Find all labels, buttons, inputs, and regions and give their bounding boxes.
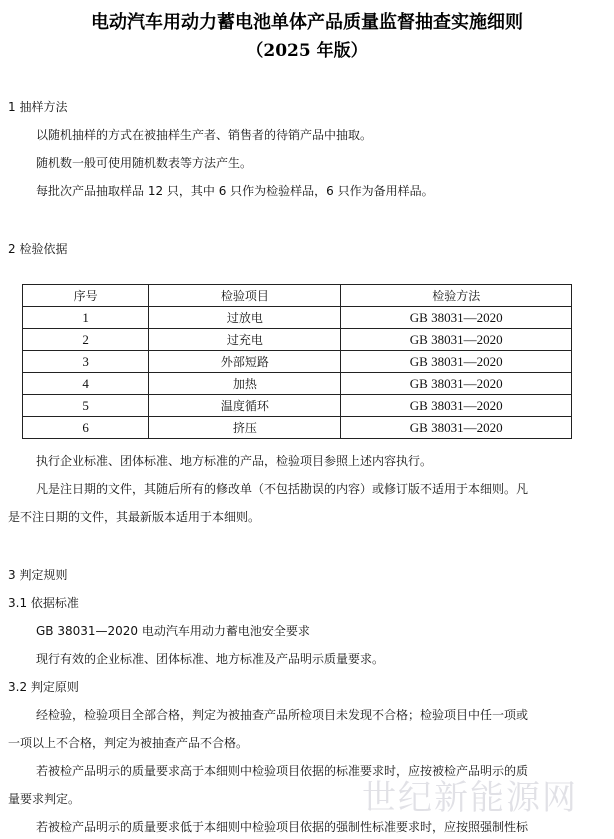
table-header-cell: 检验方法 bbox=[341, 285, 572, 307]
table-row bbox=[23, 307, 572, 329]
paragraph: 执行企业标准、团体标准、地方标准的产品，检验项目参照上述内容执行。 bbox=[36, 454, 433, 468]
paragraph: 若被检产品明示的质量要求高于本细则中检验项目依据的标准要求时，应按被检产品明示的质 bbox=[36, 764, 529, 778]
paragraph: 现行有效的企业标准、团体标准、地方标准及产品明示质量要求。 bbox=[36, 652, 385, 666]
table-cell: GB 38031—2020 bbox=[341, 351, 572, 373]
table-cell: 3 bbox=[23, 351, 149, 373]
paragraph: 以随机抽样的方式在被抽样生产者、销售者的待销产品中抽取。 bbox=[36, 128, 373, 142]
table-row bbox=[23, 373, 572, 395]
table-cell: 过充电 bbox=[149, 329, 341, 351]
document-title: 电动汽车用动力蓄电池单体产品质量监督抽查实施细则 bbox=[91, 12, 523, 33]
watermark: 世纪新能源网 bbox=[362, 778, 578, 818]
table-cell: 6 bbox=[23, 417, 149, 439]
table-cell: 4 bbox=[23, 373, 149, 395]
subsection-3-1-heading: 3.1 依据标准 bbox=[8, 596, 79, 610]
table-cell: 2 bbox=[23, 329, 149, 351]
table-cell: 5 bbox=[23, 395, 149, 417]
table-cell: 温度循环 bbox=[149, 395, 341, 417]
table-cell: 1 bbox=[23, 307, 149, 329]
section-3-heading: 3 判定规则 bbox=[8, 568, 68, 582]
table-cell: GB 38031—2020 bbox=[341, 307, 572, 329]
table-row bbox=[23, 417, 572, 439]
table-header-cell: 序号 bbox=[23, 285, 149, 307]
paragraph: 经检验，检验项目全部合格，判定为被抽查产品所检项目未发现不合格；检验项目中任一项或 bbox=[36, 708, 529, 722]
document-subtitle: （2025 年版） bbox=[246, 41, 368, 61]
section-1-heading: 1 抽样方法 bbox=[8, 100, 68, 114]
table-cell: 挤压 bbox=[149, 417, 341, 439]
section-2-heading: 2 检验依据 bbox=[8, 242, 68, 256]
table-header-cell: 检验项目 bbox=[149, 285, 341, 307]
table-header-row bbox=[23, 285, 572, 307]
table-cell: GB 38031—2020 bbox=[341, 373, 572, 395]
table-cell: GB 38031—2020 bbox=[341, 329, 572, 351]
table-row bbox=[23, 329, 572, 351]
paragraph: 量要求判定。 bbox=[8, 792, 81, 806]
table-row bbox=[23, 395, 572, 417]
table-cell: 加热 bbox=[149, 373, 341, 395]
table-cell: GB 38031—2020 bbox=[341, 395, 572, 417]
paragraph: GB 38031—2020 电动汽车用动力蓄电池安全要求 bbox=[36, 624, 310, 638]
paragraph: 每批次产品抽取样品 12 只，其中 6 只作为检验样品，6 只作为备用样品。 bbox=[36, 184, 434, 198]
table-row bbox=[23, 351, 572, 373]
paragraph: 凡是注日期的文件，其随后所有的修改单（不包括勘误的内容）或修订版不适用于本细则。凡 bbox=[36, 482, 529, 496]
paragraph: 是不注日期的文件，其最新版本适用于本细则。 bbox=[8, 510, 261, 524]
paragraph: 一项以上不合格，判定为被抽查产品不合格。 bbox=[8, 736, 249, 750]
paragraph: 若被检产品明示的质量要求低于本细则中检验项目依据的强制性标准要求时，应按照强制性标 bbox=[36, 820, 529, 834]
table-cell: 过放电 bbox=[149, 307, 341, 329]
subsection-3-2-heading: 3.2 判定原则 bbox=[8, 680, 79, 694]
paragraph: 随机数一般可使用随机数表等方法产生。 bbox=[36, 156, 253, 170]
table-cell: GB 38031—2020 bbox=[341, 417, 572, 439]
inspection-table bbox=[22, 284, 572, 439]
table-cell: 外部短路 bbox=[149, 351, 341, 373]
